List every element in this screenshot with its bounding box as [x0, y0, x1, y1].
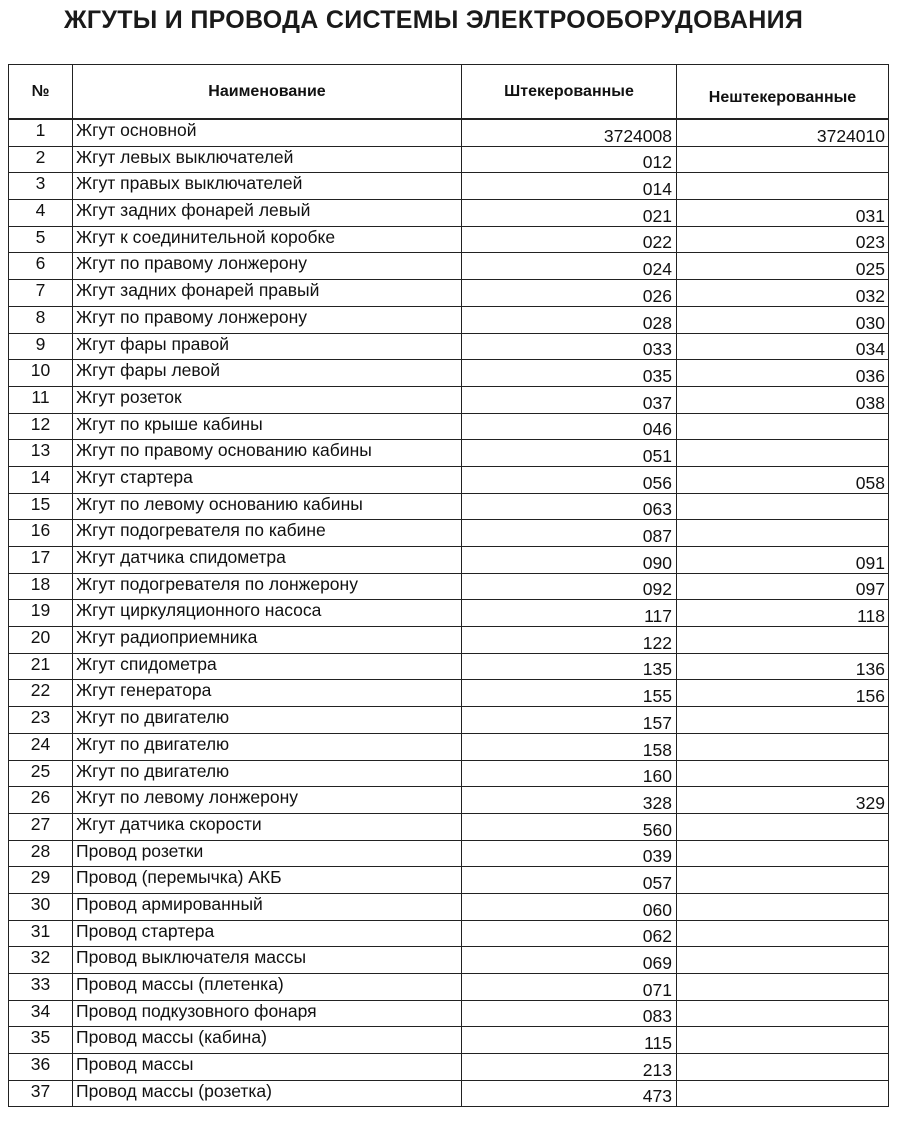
table-row	[9, 760, 889, 787]
cell-unplugged-code	[677, 440, 889, 467]
page-title: ЖГУТЫ И ПРОВОДА СИСТЕМЫ ЭЛЕКТРООБОРУДОВАНИЯ	[64, 6, 804, 34]
cell-plugged-code: 135	[462, 653, 677, 680]
cell-name: Жгут радиоприемника	[73, 627, 462, 654]
cell-plugged-code: 122	[462, 627, 677, 654]
cell-plugged-code: 024	[462, 253, 677, 280]
cell-name: Жгут розеток	[73, 386, 462, 413]
cell-name: Провод массы (плетенка)	[73, 974, 462, 1001]
table-row	[9, 360, 889, 387]
cell-unplugged-code	[677, 173, 889, 200]
cell-num: 13	[9, 440, 73, 467]
cell-plugged-code: 083	[462, 1000, 677, 1027]
cell-unplugged-code: 036	[677, 360, 889, 387]
table-row	[9, 813, 889, 840]
table-row	[9, 253, 889, 280]
cell-num: 21	[9, 653, 73, 680]
cell-unplugged-code	[677, 947, 889, 974]
table-row	[9, 600, 889, 627]
table-row	[9, 280, 889, 307]
cell-unplugged-code: 031	[677, 200, 889, 227]
cell-plugged-code: 033	[462, 333, 677, 360]
cell-num: 16	[9, 520, 73, 547]
cell-plugged-code: 560	[462, 813, 677, 840]
cell-unplugged-code	[677, 413, 889, 440]
column-header-num: №	[9, 65, 73, 120]
table-row	[9, 707, 889, 734]
cell-unplugged-code	[677, 813, 889, 840]
table-row	[9, 1027, 889, 1054]
cell-name: Провод армированный	[73, 893, 462, 920]
cell-unplugged-code: 025	[677, 253, 889, 280]
table-row	[9, 413, 889, 440]
cell-unplugged-code: 032	[677, 280, 889, 307]
cell-num: 25	[9, 760, 73, 787]
cell-unplugged-code	[677, 920, 889, 947]
cell-num: 11	[9, 386, 73, 413]
cell-num: 19	[9, 600, 73, 627]
table-row	[9, 947, 889, 974]
table-row	[9, 920, 889, 947]
table-row	[9, 653, 889, 680]
cell-num: 23	[9, 707, 73, 734]
cell-plugged-code: 046	[462, 413, 677, 440]
cell-unplugged-code: 118	[677, 600, 889, 627]
table-row	[9, 333, 889, 360]
cell-unplugged-code	[677, 1080, 889, 1107]
cell-plugged-code: 056	[462, 466, 677, 493]
cell-name: Провод розетки	[73, 840, 462, 867]
cell-name: Жгут к соединительной коробке	[73, 226, 462, 253]
cell-num: 5	[9, 226, 73, 253]
cell-plugged-code: 155	[462, 680, 677, 707]
cell-num: 24	[9, 733, 73, 760]
cell-unplugged-code	[677, 1000, 889, 1027]
cell-unplugged-code	[677, 146, 889, 173]
cell-name: Жгут по правому основанию кабины	[73, 440, 462, 467]
cell-unplugged-code	[677, 520, 889, 547]
cell-num: 31	[9, 920, 73, 947]
cell-name: Жгут по двигателю	[73, 707, 462, 734]
cell-name: Жгут задних фонарей правый	[73, 280, 462, 307]
cell-plugged-code: 062	[462, 920, 677, 947]
cell-name: Провод стартера	[73, 920, 462, 947]
cell-num: 9	[9, 333, 73, 360]
table-row	[9, 627, 889, 654]
cell-num: 17	[9, 547, 73, 574]
cell-plugged-code: 035	[462, 360, 677, 387]
table-row	[9, 573, 889, 600]
cell-unplugged-code	[677, 1054, 889, 1081]
table-row	[9, 733, 889, 760]
table-row	[9, 1000, 889, 1027]
cell-plugged-code: 158	[462, 733, 677, 760]
cell-name: Жгут фары левой	[73, 360, 462, 387]
cell-name: Провод массы	[73, 1054, 462, 1081]
table-row	[9, 466, 889, 493]
cell-unplugged-code	[677, 733, 889, 760]
cell-num: 28	[9, 840, 73, 867]
cell-name: Жгут датчика скорости	[73, 813, 462, 840]
cell-plugged-code: 328	[462, 787, 677, 814]
table-row	[9, 1080, 889, 1107]
cell-unplugged-code	[677, 627, 889, 654]
cell-num: 4	[9, 200, 73, 227]
cell-plugged-code: 022	[462, 226, 677, 253]
table-row	[9, 520, 889, 547]
cell-plugged-code: 160	[462, 760, 677, 787]
cell-plugged-code: 071	[462, 974, 677, 1001]
table-row	[9, 119, 889, 146]
cell-name: Провод массы (розетка)	[73, 1080, 462, 1107]
cell-num: 35	[9, 1027, 73, 1054]
table-row	[9, 1054, 889, 1081]
cell-num: 2	[9, 146, 73, 173]
cell-name: Провод выключателя массы	[73, 947, 462, 974]
cell-plugged-code: 092	[462, 573, 677, 600]
table-row	[9, 146, 889, 173]
cell-name: Жгут фары правой	[73, 333, 462, 360]
cell-unplugged-code	[677, 867, 889, 894]
table-row	[9, 547, 889, 574]
cell-num: 15	[9, 493, 73, 520]
cell-name: Жгут подогревателя по лонжерону	[73, 573, 462, 600]
cell-name: Жгут циркуляционного насоса	[73, 600, 462, 627]
cell-name: Жгут стартера	[73, 466, 462, 493]
table-row	[9, 173, 889, 200]
cell-name: Жгут по левому основанию кабины	[73, 493, 462, 520]
cell-num: 33	[9, 974, 73, 1001]
cell-plugged-code: 060	[462, 893, 677, 920]
cell-num: 8	[9, 306, 73, 333]
cell-num: 29	[9, 867, 73, 894]
cell-unplugged-code: 097	[677, 573, 889, 600]
cell-name: Жгут генератора	[73, 680, 462, 707]
table-row	[9, 893, 889, 920]
cell-name: Жгут по правому лонжерону	[73, 306, 462, 333]
cell-unplugged-code	[677, 760, 889, 787]
cell-plugged-code: 039	[462, 840, 677, 867]
cell-unplugged-code: 030	[677, 306, 889, 333]
cell-name: Жгут по двигателю	[73, 733, 462, 760]
cell-plugged-code: 057	[462, 867, 677, 894]
table-row	[9, 440, 889, 467]
table-row	[9, 493, 889, 520]
cell-plugged-code: 157	[462, 707, 677, 734]
cell-plugged-code: 026	[462, 280, 677, 307]
cell-num: 3	[9, 173, 73, 200]
cell-unplugged-code: 058	[677, 466, 889, 493]
cell-unplugged-code: 023	[677, 226, 889, 253]
cell-unplugged-code: 038	[677, 386, 889, 413]
cell-name: Жгут задних фонарей левый	[73, 200, 462, 227]
table-row	[9, 787, 889, 814]
cell-num: 36	[9, 1054, 73, 1081]
column-header-plugged: Штекерованные	[462, 65, 677, 120]
cell-num: 27	[9, 813, 73, 840]
table-body	[9, 119, 889, 1107]
cell-unplugged-code	[677, 493, 889, 520]
table-row	[9, 306, 889, 333]
cell-plugged-code: 115	[462, 1027, 677, 1054]
table-row	[9, 974, 889, 1001]
cell-name: Жгут правых выключателей	[73, 173, 462, 200]
cell-plugged-code: 117	[462, 600, 677, 627]
cell-plugged-code: 028	[462, 306, 677, 333]
cell-name: Провод подкузовного фонаря	[73, 1000, 462, 1027]
cell-name: Жгут подогревателя по кабине	[73, 520, 462, 547]
table-header-row	[9, 65, 889, 120]
cell-unplugged-code	[677, 1027, 889, 1054]
cell-unplugged-code: 3724010	[677, 119, 889, 146]
cell-num: 26	[9, 787, 73, 814]
cell-unplugged-code	[677, 707, 889, 734]
cell-name: Жгут по крыше кабины	[73, 413, 462, 440]
cell-num: 34	[9, 1000, 73, 1027]
cell-plugged-code: 063	[462, 493, 677, 520]
column-header-unplugged: Нештекерованные	[677, 65, 889, 120]
cell-num: 14	[9, 466, 73, 493]
table-row	[9, 680, 889, 707]
cell-unplugged-code: 091	[677, 547, 889, 574]
cell-name: Жгут по двигателю	[73, 760, 462, 787]
table-row	[9, 867, 889, 894]
cell-plugged-code: 3724008	[462, 119, 677, 146]
table-row	[9, 386, 889, 413]
cell-num: 10	[9, 360, 73, 387]
cell-plugged-code: 090	[462, 547, 677, 574]
cell-unplugged-code	[677, 893, 889, 920]
column-header-name: Наименование	[73, 65, 462, 120]
table-row	[9, 226, 889, 253]
cell-plugged-code: 087	[462, 520, 677, 547]
cell-num: 6	[9, 253, 73, 280]
harness-table	[8, 64, 889, 1107]
cell-plugged-code: 021	[462, 200, 677, 227]
cell-unplugged-code	[677, 840, 889, 867]
cell-plugged-code: 014	[462, 173, 677, 200]
cell-unplugged-code	[677, 974, 889, 1001]
cell-plugged-code: 069	[462, 947, 677, 974]
cell-name: Провод массы (кабина)	[73, 1027, 462, 1054]
table-row	[9, 200, 889, 227]
cell-num: 30	[9, 893, 73, 920]
cell-unplugged-code: 329	[677, 787, 889, 814]
cell-plugged-code: 012	[462, 146, 677, 173]
cell-num: 7	[9, 280, 73, 307]
cell-num: 32	[9, 947, 73, 974]
cell-unplugged-code: 034	[677, 333, 889, 360]
table-row	[9, 840, 889, 867]
cell-name: Жгут по левому лонжерону	[73, 787, 462, 814]
cell-plugged-code: 037	[462, 386, 677, 413]
cell-plugged-code: 051	[462, 440, 677, 467]
cell-num: 22	[9, 680, 73, 707]
cell-name: Провод (перемычка) АКБ	[73, 867, 462, 894]
cell-num: 20	[9, 627, 73, 654]
cell-name: Жгут датчика спидометра	[73, 547, 462, 574]
cell-plugged-code: 473	[462, 1080, 677, 1107]
cell-num: 37	[9, 1080, 73, 1107]
cell-num: 1	[9, 119, 73, 146]
cell-name: Жгут основной	[73, 119, 462, 146]
cell-unplugged-code: 156	[677, 680, 889, 707]
cell-name: Жгут по правому лонжерону	[73, 253, 462, 280]
cell-num: 12	[9, 413, 73, 440]
cell-unplugged-code: 136	[677, 653, 889, 680]
cell-plugged-code: 213	[462, 1054, 677, 1081]
cell-name: Жгут спидометра	[73, 653, 462, 680]
cell-name: Жгут левых выключателей	[73, 146, 462, 173]
cell-num: 18	[9, 573, 73, 600]
